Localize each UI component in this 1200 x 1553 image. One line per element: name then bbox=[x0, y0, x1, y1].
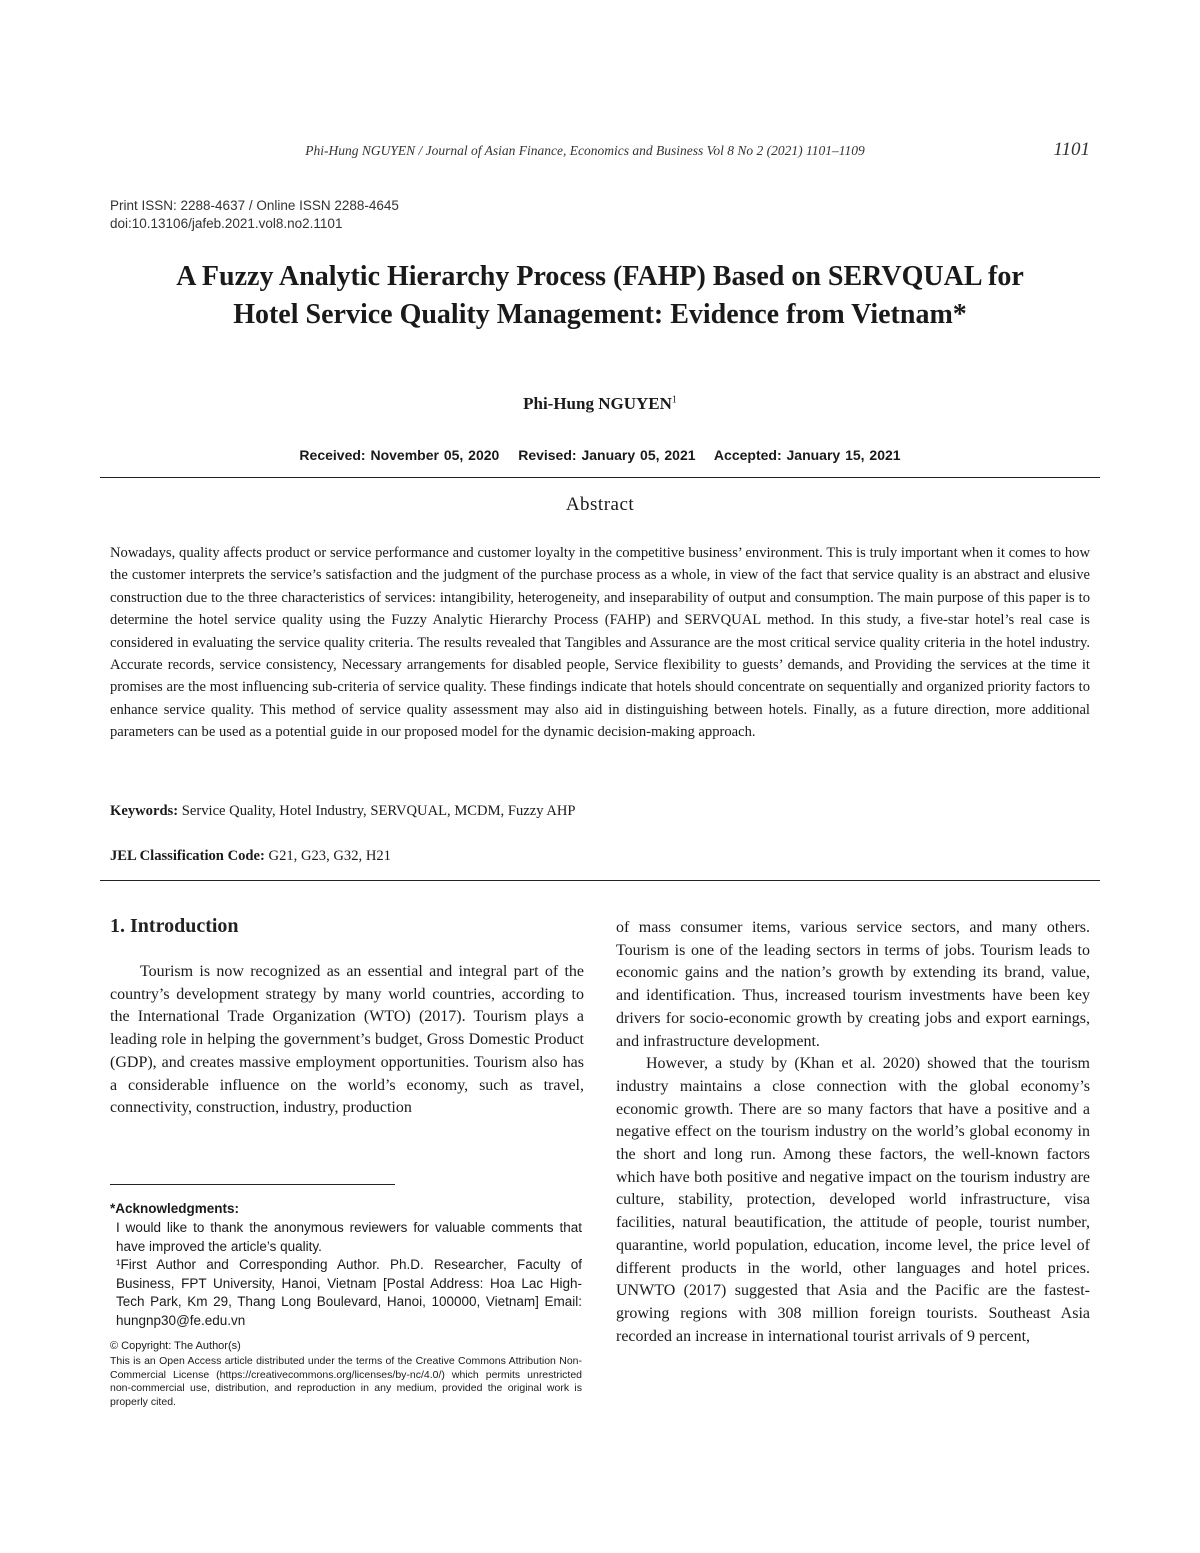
received-date: Received: November 05, 2020 bbox=[299, 447, 500, 463]
right-column bbox=[616, 917, 1090, 1348]
abstract-text: Nowadays, quality affects product or service performance and customer loyalty in the competitive business’ environment. This is truly important when it comes to how the customer interprets the service’s satisfaction and the judgment of the purchase process as a whole, in view of the fact that service quality is an abstract and elusive construction due to the three characteristics of services: intangibility, heterogeneity, and inseparability of output and consumption. The main purpose of this paper is to determine the hotel service quality using the Fuzzy Analytic Hierarchy Process (FAHP) and SERVQUAL method. In this study, a five-star hotel’s real case is considered in evaluating the service quality criteria. The results revealed that Tangibles and Assurance are the most critical service quality criteria in the hotel industry. Accurate records, service consistency, Necessary arrangements for disabled people, Service flexibility to guests’ demands, and Providing the services at the time it promises are the most influencing sub-criteria of service quality. These findings indicate that hotels should concentrate on sequentially and organized priority factors to enhance service quality. This method of service quality assessment may also aid in distinguishing between hotels. Finally, as a future direction, more additional parameters can be used as a potential guide in our proposed model for the dynamic decision-making approach. bbox=[110, 545, 1090, 741]
intro-paragraph-2: However, a study by (Khan et al. 2020) showed that the tourism industry maintains a close connection with the global economy’s economic growth. There are so many factors that have a positive and a negative effect on the tourism industry on the world’s global economy in the short and long run. Among these factors, the well-known factors which have both positive and negative impact on the tourism industry are culture, stability, protection, developed world infrastructure, visa facilities, natural beautification, the attitude of people, tourist number, quarantine, world population, education, income level, the price level of different products in the world, other languages and hotel prices. UNWTO (2017) suggested that Asia and the Pacific are the fastest-growing regions with 308 million foreign tourists. Southeast Asia recorded an increase in international tourist arrivals of 9 percent, bbox=[616, 1055, 1090, 1345]
author-affiliation: ¹First Author and Corresponding Author. Ph.D. Researcher, Faculty of Business, FPT University, Hanoi, Vietnam [Postal Address: Hoa Lac High-Tech Park, Km 29, Thang Long Boulevard, Hanoi, 100000, Vietnam] Email: hungnp30@fe.edu.vn bbox=[116, 1257, 582, 1328]
abstract-heading: Abstract bbox=[565, 494, 635, 515]
keywords-label: Keywords: bbox=[110, 803, 179, 819]
issn-line: Print ISSN: 2288-4637 / Online ISSN 2288-4645 bbox=[110, 198, 399, 213]
intro-paragraph-1: Tourism is now recognized as an essential and integral part of the country’s development strategy by many world countries, according to the International Trade Organization (WTO) (2017). Tourism plays a leading role in helping the government’s budget, Gross Domestic Product (GDP), and creates massive employment opportunities. Tourism also has a considerable influence on the world’s economy, such as travel, connectivity, construction, industry, production bbox=[110, 963, 584, 1117]
jel-classification bbox=[110, 848, 1090, 865]
accepted-date: Accepted: January 15, 2021 bbox=[713, 447, 901, 463]
dates-line bbox=[110, 447, 1090, 463]
copyright-label: © Copyright: The Author(s) bbox=[110, 1340, 241, 1352]
running-head: Phi-Hung NGUYEN / Journal of Asian Finance, Economics and Business Vol 8 No 2 (2021) 1101–1109 bbox=[305, 143, 865, 158]
left-column bbox=[110, 961, 584, 1120]
bottom-divider bbox=[100, 880, 1100, 881]
section-heading-introduction: 1. Introduction bbox=[110, 915, 239, 937]
revised-date: Revised: January 05, 2021 bbox=[518, 447, 696, 463]
top-divider bbox=[100, 477, 1100, 478]
paper-title bbox=[110, 258, 1090, 334]
author-superscript: 1 bbox=[671, 394, 677, 406]
doi-line: doi:10.13106/jafeb.2021.vol8.no2.1101 bbox=[110, 216, 343, 231]
page-number: 1101 bbox=[1053, 139, 1090, 160]
keywords-value: Service Quality, Hotel Industry, SERVQUAL, MCDM, Fuzzy AHP bbox=[181, 803, 576, 819]
footnote-divider bbox=[110, 1184, 395, 1185]
jel-value: G21, G23, G32, H21 bbox=[268, 848, 391, 864]
paper-title-line-2: Hotel Service Quality Management: Evidence from Vietnam* bbox=[233, 299, 967, 330]
license-text: This is an Open Access article distributed under the terms of the Creative Commons Attribution Non-Commercial License (https://creativecommons.org/licenses/by-nc/4.0/) which permits unrestricted non-commercial use, distribution, and reproduction in any medium, provided the original work is properly cited. bbox=[110, 1355, 582, 1408]
author bbox=[110, 394, 1090, 414]
keywords bbox=[110, 803, 1090, 820]
author-name: Phi-Hung NGUYEN bbox=[523, 394, 672, 413]
paper-title-line-1: A Fuzzy Analytic Hierarchy Process (FAHP) Based on SERVQUAL for bbox=[176, 261, 1024, 292]
intro-paragraph-1-continued: of mass consumer items, various service sectors, and many others. Tourism is one of the leading sectors in terms of jobs. Tourism leads to economic gains and the nation’s growth by extending its brand, value, and identification. Thus, increased tourism investments have been key drivers for socio-economic growth by creating jobs and export earnings, and infrastructure development. bbox=[616, 919, 1090, 1050]
jel-label: JEL Classification Code: bbox=[110, 848, 265, 864]
acknowledgments-text: I would like to thank the anonymous reviewers for valuable comments that have improved the article’s quality. bbox=[116, 1220, 582, 1254]
issn-block bbox=[110, 197, 399, 233]
acknowledgments-label: *Acknowledgments: bbox=[110, 1201, 240, 1216]
